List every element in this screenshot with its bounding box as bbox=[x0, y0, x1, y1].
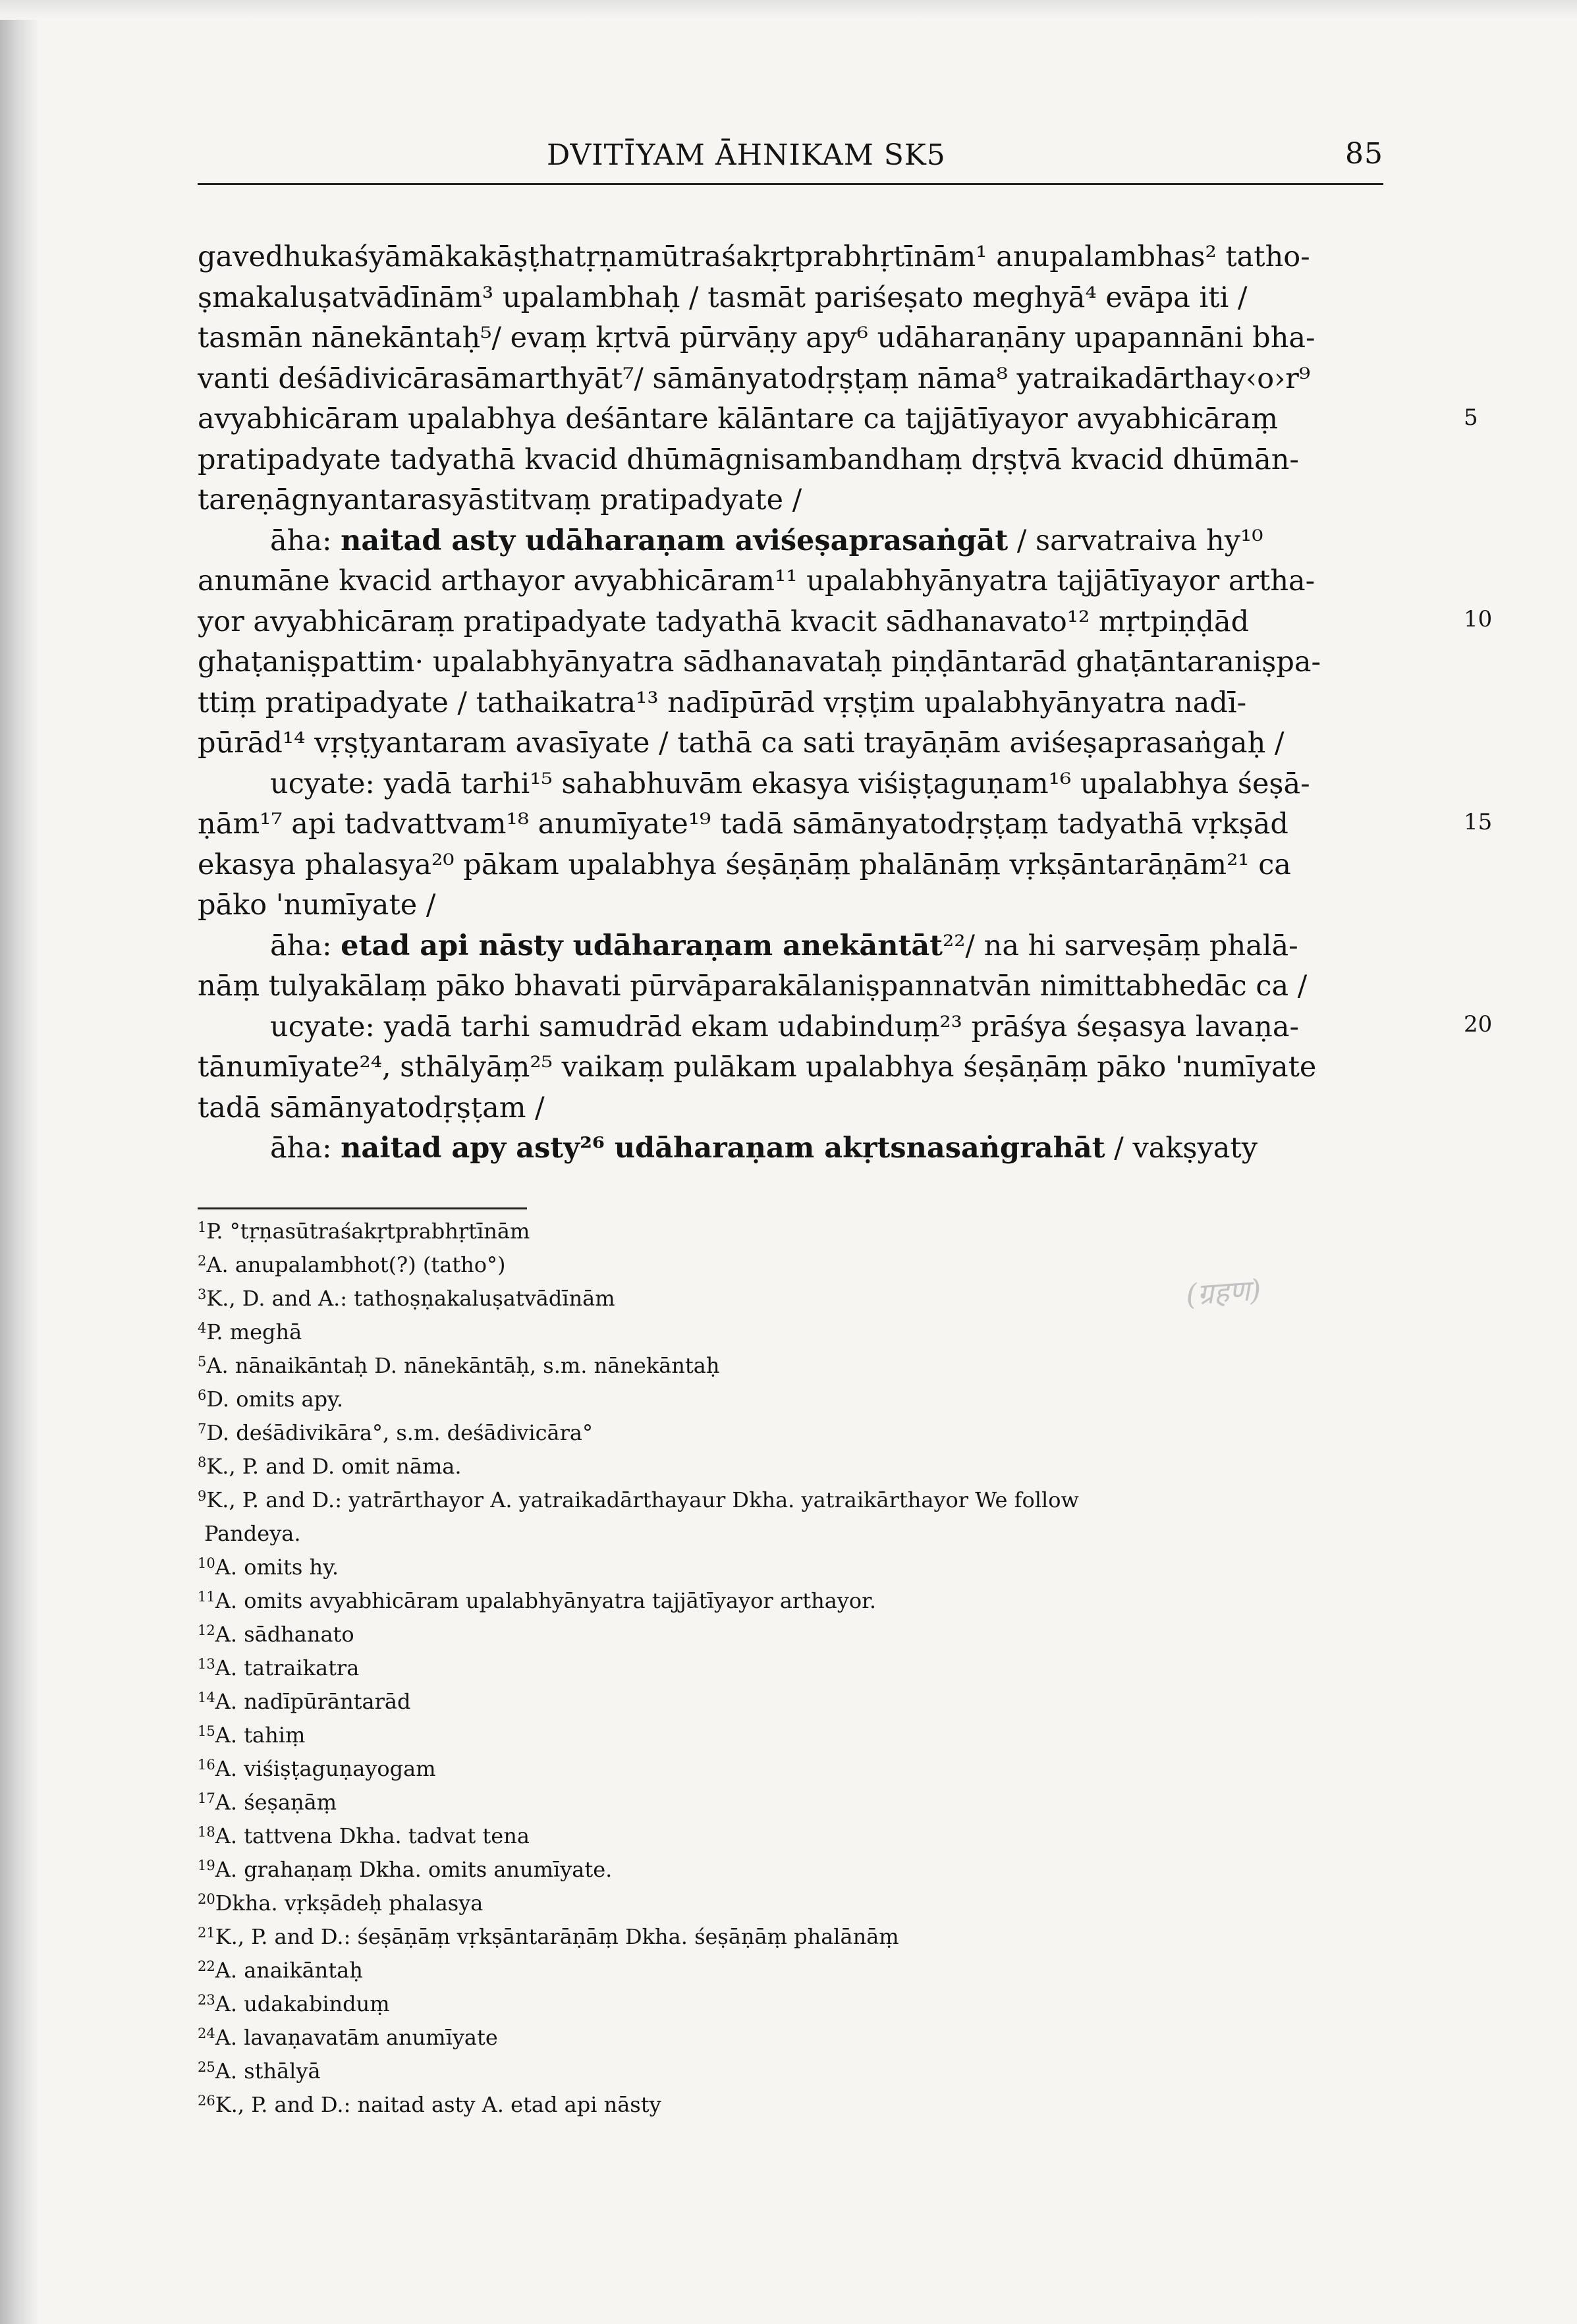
footnote-number: 4 bbox=[198, 1320, 207, 1336]
footnote bbox=[198, 1446, 1397, 1480]
footnote-text: A. grahaṇaṃ Dkha. omits anumīyate. bbox=[215, 1857, 613, 1882]
footnote bbox=[198, 2017, 1397, 2051]
line-number-5: 5 bbox=[1464, 404, 1478, 431]
footnote bbox=[198, 1513, 1397, 1547]
text-line: tadā sāmānyatodṛṣṭam / bbox=[198, 1091, 545, 1124]
text-line: ghaṭaniṣpattim· upalabhyānyatra sādhanavataḥ piṇḍāntarād ghaṭāntaraniṣpa- bbox=[198, 646, 1321, 678]
footnote-text: A. sādhanato bbox=[215, 1622, 354, 1647]
footnote bbox=[198, 1480, 1397, 1513]
footnote bbox=[198, 2051, 1397, 2084]
footnote-number: 7 bbox=[198, 1421, 207, 1437]
footnote bbox=[198, 1748, 1397, 1782]
text-line: ṣmakaluṣatvādīnām³ upalambhaḥ / tasmāt pariśeṣato meghyā⁴ evāpa iti / bbox=[198, 281, 1248, 314]
footnote-number: 2 bbox=[198, 1253, 207, 1269]
footnote-text: K., P. and D. omit nāma. bbox=[206, 1454, 462, 1479]
footnote bbox=[198, 1782, 1397, 1815]
footnote-text: K., P. and D.: yatrārthayor A. yatraikadārthayaur Dkha. yatraikārthayor We follow bbox=[206, 1487, 1079, 1512]
text-line: avyabhicāram upalabhya deśāntare kālāntare ca tajjātīyayor avyabhicāraṃ bbox=[198, 402, 1279, 435]
line-number-15: 15 bbox=[1464, 809, 1493, 835]
footnote-number: 18 bbox=[198, 1824, 215, 1840]
text-segment: ²²/ na hi sarveṣāṃ phalā- bbox=[943, 929, 1298, 962]
footnote-text: K., P. and D.: naitad asty A. etad api nāsty bbox=[215, 2092, 661, 2117]
footnote-number: 12 bbox=[198, 1622, 215, 1638]
footnote-number: 19 bbox=[198, 1858, 215, 1873]
text-line: tānumīyate²⁴, sthālyāṃ²⁵ vaikaṃ pulākam upalabhya śeṣāṇāṃ pāko 'numīyate bbox=[198, 1051, 1317, 1084]
footnote-number: 17 bbox=[198, 1790, 215, 1806]
page-header bbox=[198, 132, 1383, 184]
text-line: nāṃ tulyakālaṃ pāko bhavati pūrvāparakālaniṣpannatvān nimittabhedāc ca / bbox=[198, 970, 1308, 1003]
footnote-number: 6 bbox=[198, 1387, 207, 1403]
footnote bbox=[198, 1715, 1397, 1748]
footnote-text: A. nānaikāntaḥ D. nānekāntāḥ, s.m. nānekāntaḥ bbox=[206, 1353, 720, 1378]
text-line: pāko 'numīyate / bbox=[198, 889, 436, 922]
footnote-number: 3 bbox=[198, 1286, 207, 1302]
footnote bbox=[198, 1614, 1397, 1647]
text-line: vanti deśādivicārasāmarthyāt⁷/ sāmānyatodṛṣṭaṃ nāma⁸ yatraikadārthay‹o›r⁹ bbox=[198, 362, 1311, 395]
scan-top-shadow bbox=[0, 0, 1577, 20]
bold-segment: etad api nāsty udāharaṇam anekāntāt bbox=[341, 929, 943, 962]
footnote-text: Dkha. vṛkṣādeḥ phalasya bbox=[215, 1891, 484, 1916]
text-line bbox=[198, 521, 1390, 562]
text-line bbox=[198, 1128, 1390, 1169]
footnote-text: A. śeṣaṇāṃ bbox=[215, 1790, 337, 1815]
footnote-number: 8 bbox=[198, 1454, 207, 1470]
header-rule bbox=[198, 183, 1383, 185]
text-line: ucyate: yadā tarhi samudrād ekam udabinduṃ²³ prāśya śeṣasya lavaṇa- bbox=[270, 1010, 1300, 1043]
footnote-text: A. omits avyabhicāram upalabhyānyatra tajjātīyayor arthayor. bbox=[215, 1588, 877, 1613]
footnote-text: A. nadīpūrāntarād bbox=[215, 1689, 411, 1714]
footnote-rule bbox=[198, 1207, 527, 1209]
text-segment: āha: bbox=[270, 524, 341, 557]
line-number-20: 20 bbox=[1464, 1011, 1493, 1038]
footnote-number: 15 bbox=[198, 1723, 215, 1739]
footnote-number: 26 bbox=[198, 2093, 215, 2109]
footnote-text: A. tattvena Dkha. tadvat tena bbox=[215, 1823, 530, 1848]
footnote-text: P. meghā bbox=[206, 1319, 302, 1344]
text-line: ucyate: yadā tarhi¹⁵ sahabhuvām ekasya viśiṣṭaguṇam¹⁶ upalabhya śeṣā- bbox=[270, 767, 1310, 800]
footnote bbox=[198, 1580, 1397, 1614]
footnote-number: 23 bbox=[198, 1992, 215, 2008]
footnote bbox=[198, 1345, 1397, 1379]
text-line: anumāne kvacid arthayor avyabhicāram¹¹ upalabhyānyatra tajjātīyayor artha- bbox=[198, 565, 1315, 597]
text-line: yor avyabhicāraṃ pratipadyate tadyathā kvacit sādhanavato¹² mṛtpiṇḍād bbox=[198, 605, 1250, 638]
footnote bbox=[198, 1916, 1397, 1950]
text-line: pratipadyate tadyathā kvacid dhūmāgnisambandhaṃ dṛṣṭvā kvacid dhūmān- bbox=[198, 443, 1299, 476]
footnote-number: 24 bbox=[198, 2026, 215, 2041]
text-line: ṇām¹⁷ api tadvattvam¹⁸ anumīyate¹⁹ tadā sāmānyatodṛṣṭaṃ tadyathā vṛkṣād bbox=[198, 808, 1288, 841]
text-line bbox=[198, 926, 1390, 967]
footnote-number: 1 bbox=[198, 1219, 207, 1235]
footnote bbox=[198, 1849, 1397, 1883]
text-line: tareṇāgnyantarasyāstitvaṃ pratipadyate / bbox=[198, 484, 802, 516]
footnote-number: 21 bbox=[198, 1925, 215, 1941]
footnote bbox=[198, 1312, 1397, 1345]
pencil-marginalia: (ग्रहण) bbox=[1184, 1273, 1263, 1312]
footnote-text: A. udakabinduṃ bbox=[215, 1991, 390, 2016]
text-line: gavedhukaśyāmākakāṣṭhatṛṇamūtraśakṛtprabhṛtīnām¹ anupalambhas² tatho- bbox=[198, 240, 1310, 273]
footnote-number: 25 bbox=[198, 2059, 215, 2075]
footnote-text: D. deśādivikāra°, s.m. deśādivicāra° bbox=[206, 1420, 593, 1445]
footnote-text: K., D. and A.: tathoṣṇakaluṣatvādīnām bbox=[206, 1286, 615, 1311]
text-segment: āha: bbox=[270, 929, 341, 962]
footnote bbox=[198, 1379, 1397, 1412]
footnotes-section bbox=[198, 1211, 1397, 2118]
footnote bbox=[198, 1547, 1397, 1580]
text-segment: / vakṣyaty bbox=[1105, 1132, 1258, 1165]
text-line: ekasya phalasya²⁰ pākam upalabhya śeṣāṇāṃ phalānāṃ vṛkṣāntarāṇām²¹ ca bbox=[198, 848, 1291, 881]
footnote bbox=[198, 2084, 1397, 2118]
footnote bbox=[198, 1647, 1397, 1681]
footnote bbox=[198, 1211, 1397, 1244]
footnote-number: 14 bbox=[198, 1690, 215, 1705]
footnote-text: K., P. and D.: śeṣāṇāṃ vṛkṣāntarāṇāṃ Dkha. śeṣāṇāṃ phalānāṃ bbox=[215, 1924, 899, 1949]
footnote-text: D. omits apy. bbox=[206, 1387, 344, 1412]
footnote bbox=[198, 1883, 1397, 1916]
footnote-number: 20 bbox=[198, 1891, 215, 1907]
main-text-body bbox=[198, 237, 1390, 1169]
footnote-text: A. sthālyā bbox=[215, 2059, 321, 2084]
footnote-text: A. tatraikatra bbox=[215, 1655, 360, 1680]
footnote-number: 9 bbox=[198, 1488, 207, 1504]
footnote bbox=[198, 1412, 1397, 1446]
footnote-number: 13 bbox=[198, 1656, 215, 1672]
footnote-number: 10 bbox=[198, 1555, 215, 1571]
running-head: DVITĪYAM ĀHNIKAM SK5 bbox=[547, 138, 946, 172]
footnote-text: A. omits hy. bbox=[215, 1555, 339, 1580]
footnote-text: A. lavaṇavatām anumīyate bbox=[215, 2025, 498, 2050]
footnote-number: 5 bbox=[198, 1354, 207, 1370]
footnote bbox=[198, 1983, 1397, 2017]
text-line: pūrād¹⁴ vṛṣṭyantaram avasīyate / tathā ca sati trayāṇām aviśeṣaprasaṅgaḥ / bbox=[198, 727, 1285, 760]
footnote-text: P. °tṛṇasūtraśakṛtprabhṛtīnām bbox=[206, 1219, 530, 1244]
footnote-text: Pandeya. bbox=[204, 1521, 301, 1546]
footnote-text: A. anupalambhot(?) (tatho°) bbox=[206, 1252, 506, 1277]
footnote bbox=[198, 1681, 1397, 1715]
footnote-text: A. tahiṃ bbox=[215, 1723, 306, 1748]
footnote bbox=[198, 1815, 1397, 1849]
line-number-10: 10 bbox=[1464, 606, 1493, 632]
text-line: ttiṃ pratipadyate / tathaikatra¹³ nadīpūrād vṛṣṭim upalabhyānyatra nadī- bbox=[198, 686, 1247, 719]
bold-segment: naitad asty udāharaṇam aviśeṣaprasaṅgāt bbox=[341, 524, 1009, 557]
page-number: 85 bbox=[1345, 137, 1383, 171]
text-line: tasmān nānekāntaḥ⁵/ evaṃ kṛtvā pūrvāṇy apy⁶ udāharaṇāny upapannāni bha- bbox=[198, 321, 1315, 354]
text-segment: āha: bbox=[270, 1132, 341, 1165]
footnote-number: 16 bbox=[198, 1757, 215, 1773]
footnote-number: 11 bbox=[198, 1589, 215, 1605]
footnote-text: A. anaikāntaḥ bbox=[215, 1958, 363, 1983]
footnote bbox=[198, 1950, 1397, 1983]
bold-segment: naitad apy asty²⁶ udāharaṇam akṛtsnasaṅgrahāt bbox=[341, 1132, 1105, 1165]
footnote-number: 22 bbox=[198, 1958, 215, 1974]
text-segment: / sarvatraiva hy¹⁰ bbox=[1008, 524, 1263, 557]
scan-edge-shadow bbox=[0, 0, 40, 2324]
footnote-text: A. viśiṣṭaguṇayogam bbox=[215, 1756, 436, 1781]
